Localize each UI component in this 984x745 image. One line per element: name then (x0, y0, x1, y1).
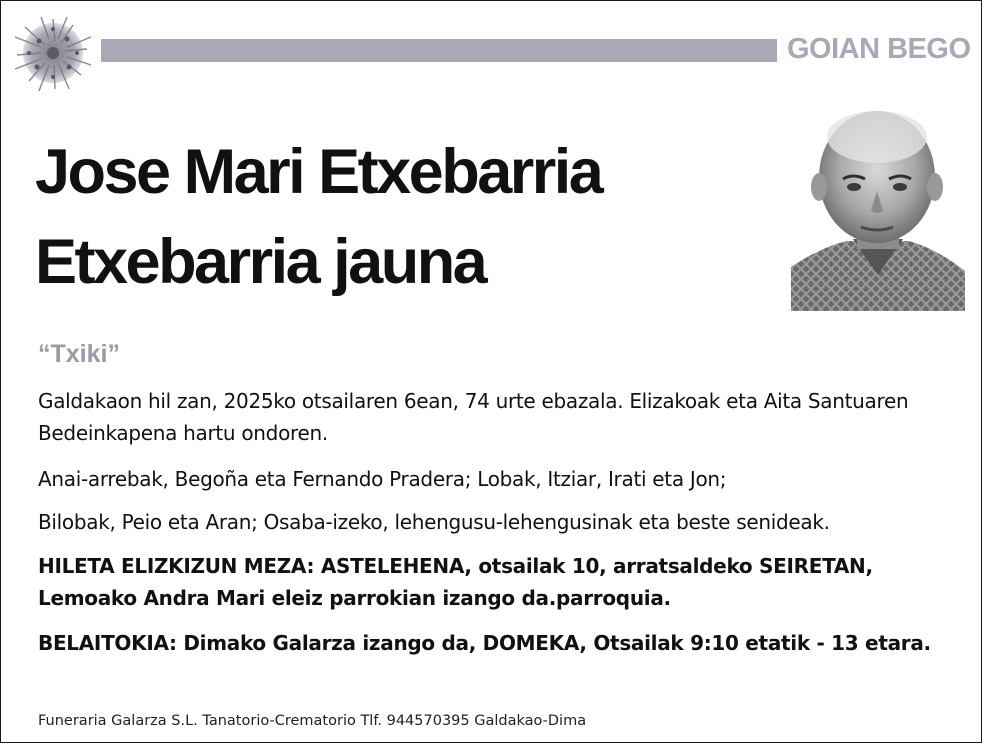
header-label: GOIAN BEGO (787, 33, 971, 65)
death-notice-text: Galdakaon hil zan, 2025ko otsailaren 6ean, 74 urte ebazala. Elizakoak eta Aita Santuaren Bedeinkapena hartu ondoren. (38, 389, 909, 445)
funeral-info-text: HILETA ELIZKIZUN MEZA: ASTELEHENA, otsailak 10, arratsaldeko SEIRETAN, Lemoako Andra Mari eleiz parrokian izango da.parroquia. (38, 554, 873, 610)
deceased-nickname: “Txiki” (38, 340, 120, 368)
deceased-name (35, 127, 775, 307)
funeral-home-footer: Funeraria Galarza S.L. Tanatorio-Crematorio Tlf. 944570395 Galdakao-Dima (38, 713, 587, 729)
header-rule-bar (101, 39, 777, 62)
deceased-name-line2: Etxebarria jauna (35, 227, 486, 297)
family-text-1: Anai-arrebak, Begoña eta Fernando Pradera; Lobak, Itziar, Irati eta Jon; (38, 467, 727, 491)
floral-ornament-icon (11, 11, 95, 95)
portrait-photo (791, 99, 965, 311)
wake-info-text: BELAITOKIA: Dimako Galarza izango da, DOMEKA, Otsailak 9:10 etatik - 13 etara. (38, 631, 931, 655)
family-text-2: Bilobak, Peio eta Aran; Osaba-izeko, lehengusu-lehengusinak eta beste senideak. (38, 510, 830, 534)
deceased-name-line1: Jose Mari Etxebarria (35, 137, 602, 207)
